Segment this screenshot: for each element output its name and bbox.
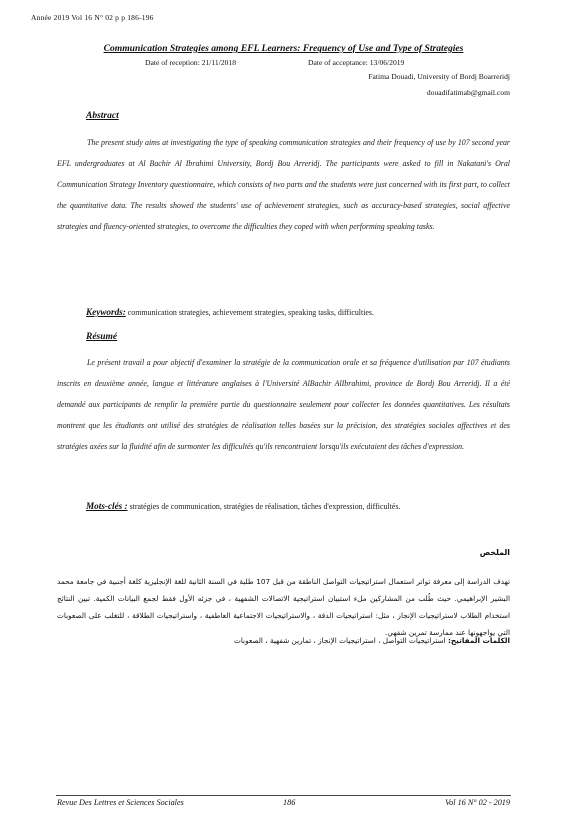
author-affiliation: Fatima Douadi, University of Bordj Boarreridj: [368, 72, 510, 81]
abstract-english: [57, 132, 510, 237]
abstract-french: [57, 352, 510, 457]
date-of-reception: Date of reception: 21/11/2018: [145, 58, 237, 67]
date-of-acceptance: Date of acceptance: 13/06/2019: [308, 58, 405, 67]
abstract-heading: Abstract: [86, 111, 119, 121]
resume-heading: Résumé: [86, 332, 118, 342]
arabic-keywords-text: استراتيجيات التواصل ، استراتيجيات الإنجاز ، تمارين شفهية ، الصعوبات: [233, 636, 448, 645]
mots-cles-text: stratégies de communication, stratégies de réalisation, tâches d'expression, difficultés.: [127, 502, 401, 511]
keywords-arabic: [57, 636, 510, 645]
journal-issue-header: Année 2019 Vol 16 N° 02 p p 186-196: [31, 13, 154, 22]
arabic-abstract-heading: الملخص: [479, 548, 510, 557]
abstract-french-text: Le présent travail a pour objectif d'examiner la stratégie de la communication orale et sa fréquence d'utilisation par 107 étudiants inscrits en deuxième année, langue et littérature anglaises à l'Université AlBachir AlIbrahimi, province de Bordj Bou Arreridj. Il a été demandé aux participants de remplir la première partie du questionnaire seulement pour collecter les données quantitatives. Les résultats montrent que les étudiants ont utilisé des stratégies de réalisation telles basées sur la précision, des stratégies sociales affectives et des stratégies axées sur la fluidité afin de surmonter les difficultés qu'ils rencontraient lorsqu'ils exécutaient des tâches d'expression.: [57, 358, 510, 451]
keywords-english: [86, 307, 374, 317]
mots-cles-label: Mots-clés :: [86, 501, 128, 511]
footer-journal-name: Revue Des Lettres et Sciences Sociales: [57, 798, 184, 807]
keywords-text: communication strategies, achievement strategies, speaking tasks, difficulties.: [125, 308, 374, 317]
keywords-french: [86, 501, 400, 511]
abstract-arabic: تهدف الدراسة إلى معرفة تواتر استعمال استراتيجيات التواصل الناطقة من قبل 107 طلبة في السنة الثانية للغة الإنجليزية كلغة أجنبية في جامعة محمد البشير الإبراهيمي. حيث طُلب من المشاركين ملء استبيان استراتيجية الاتصالات الشفهية ، في جزئه الأول فقط لجمع البيانات الكمية. تبين النتائج استخدام الطلاب لاستراتيجيات الإنجاز ، مثل: استراتيجيات الدقة ، والاستراتيجيات الاجتماعية العاطفية ، واستراتيجيات الطلاقة ، للتغلب على الصعوبات التي يواجهونها عند ممارسة تمرين شفهي.: [57, 577, 510, 637]
author-email: douadifatimab@gmail.com: [426, 88, 510, 97]
abstract-english-text: The present study aims at investigating the type of speaking communication strategies and their frequency of use by 107 second year EFL undergraduates at Al Bachir Al Ibrahimi University, Bordj Bou Arreridj. The participants were asked to fill in Nakatani's Oral Communication Strategy Inventory questionnaire, which consists of two parts and the students were just concerned with its first part, to collect the quantitative data. The results showed the students' use of achievement strategies, such as accuracy-based strategies, social affective strategies and fluency-oriented strategies, to overcome the difficulties they coped with when performing speaking tasks.: [57, 138, 510, 231]
footer-volume: Vol 16 N° 02 - 2019: [445, 798, 510, 807]
keywords-label: Keywords:: [86, 307, 126, 317]
arabic-keywords-label: الكلمات المفاتيح:: [448, 636, 510, 645]
footer-divider: [56, 795, 511, 796]
article-title: Communication Strategies among EFL Learners: Frequency of Use and Type of Strategies: [103, 43, 464, 54]
footer-page-number: 186: [283, 798, 296, 807]
